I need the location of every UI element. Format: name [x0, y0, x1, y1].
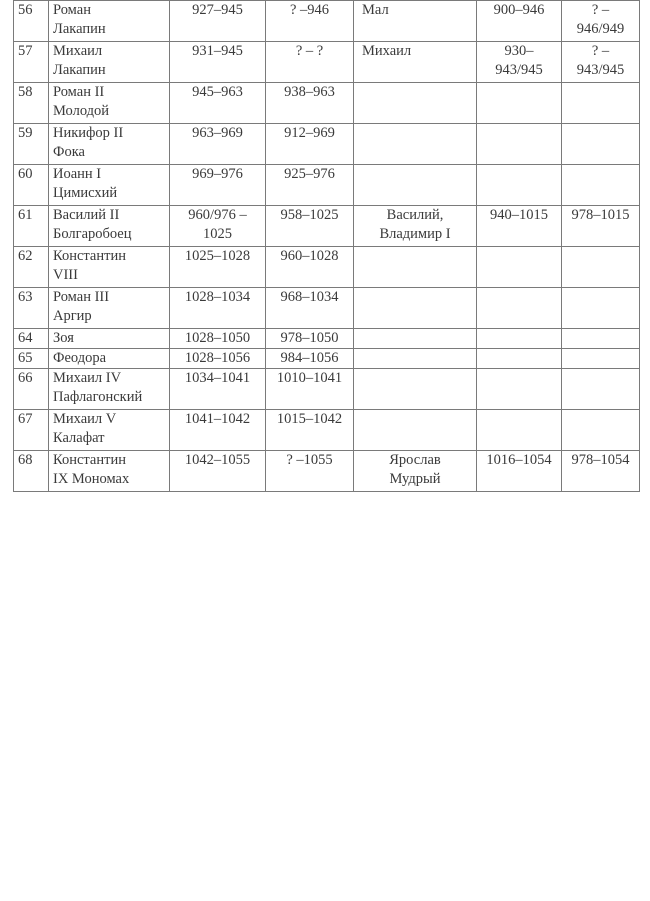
- rus-life-years: [562, 83, 640, 124]
- rus-reign-years: 1016–1054: [477, 451, 562, 492]
- reign-years: 963–969: [170, 124, 266, 165]
- rus-ruler-name: [354, 247, 477, 288]
- life-years: 912–969: [266, 124, 354, 165]
- table-row: [14, 410, 640, 451]
- row-number: 61: [14, 206, 49, 247]
- rus-life-years: [562, 288, 640, 329]
- row-number: 60: [14, 165, 49, 206]
- table-row: [14, 124, 640, 165]
- reign-years: 1042–1055: [170, 451, 266, 492]
- life-years: 1010–1041: [266, 369, 354, 410]
- emperor-name: Михаил Лакапин: [49, 42, 170, 83]
- rus-reign-years: [477, 124, 562, 165]
- life-years: 960–1028: [266, 247, 354, 288]
- table-row: [14, 165, 640, 206]
- rus-ruler-name: [354, 124, 477, 165]
- rus-life-years: [562, 410, 640, 451]
- table-row: [14, 1, 640, 42]
- rus-ruler-name: [354, 410, 477, 451]
- life-years: ? –946: [266, 1, 354, 42]
- rus-reign-years: 930– 943/945: [477, 42, 562, 83]
- life-years: 978–1050: [266, 329, 354, 349]
- reign-years: 1034–1041: [170, 369, 266, 410]
- rus-ruler-name: Мал: [354, 1, 477, 42]
- rus-ruler-name: [354, 349, 477, 369]
- emperor-name: Константин VIII: [49, 247, 170, 288]
- table-row: [14, 349, 640, 369]
- row-number: 58: [14, 83, 49, 124]
- emperor-name: Никифор II Фока: [49, 124, 170, 165]
- reign-years: 1028–1056: [170, 349, 266, 369]
- row-number: 57: [14, 42, 49, 83]
- rus-life-years: [562, 124, 640, 165]
- table-row: [14, 83, 640, 124]
- rus-reign-years: [477, 247, 562, 288]
- life-years: 958–1025: [266, 206, 354, 247]
- life-years: 938–963: [266, 83, 354, 124]
- reign-years: 1028–1034: [170, 288, 266, 329]
- table-row: [14, 247, 640, 288]
- rus-reign-years: [477, 83, 562, 124]
- life-years: 925–976: [266, 165, 354, 206]
- table-row: [14, 329, 640, 349]
- rus-ruler-name: [354, 369, 477, 410]
- rulers-table: [13, 0, 640, 492]
- rus-life-years: [562, 247, 640, 288]
- rus-life-years: 978–1015: [562, 206, 640, 247]
- emperor-name: Роман II Молодой: [49, 83, 170, 124]
- rus-ruler-name: [354, 165, 477, 206]
- table-row: [14, 206, 640, 247]
- reign-years: 969–976: [170, 165, 266, 206]
- rus-life-years: ? – 946/949: [562, 1, 640, 42]
- reign-years: 1041–1042: [170, 410, 266, 451]
- emperor-name: Михаил V Калафат: [49, 410, 170, 451]
- life-years: 984–1056: [266, 349, 354, 369]
- life-years: 968–1034: [266, 288, 354, 329]
- emperor-name: Феодора: [49, 349, 170, 369]
- table-row: [14, 369, 640, 410]
- row-number: 67: [14, 410, 49, 451]
- rus-reign-years: [477, 329, 562, 349]
- row-number: 63: [14, 288, 49, 329]
- row-number: 64: [14, 329, 49, 349]
- table-row: [14, 288, 640, 329]
- emperor-name: Зоя: [49, 329, 170, 349]
- reign-years: 931–945: [170, 42, 266, 83]
- reign-years: 1028–1050: [170, 329, 266, 349]
- table-row: [14, 42, 640, 83]
- rus-ruler-name: [354, 83, 477, 124]
- table-row: [14, 451, 640, 492]
- emperor-name: Иоанн I Цимисхий: [49, 165, 170, 206]
- rus-reign-years: 940–1015: [477, 206, 562, 247]
- emperor-name: Михаил IV Пафлагонский: [49, 369, 170, 410]
- emperor-name: Константин IX Мономах: [49, 451, 170, 492]
- row-number: 62: [14, 247, 49, 288]
- emperor-name: Роман Лакапин: [49, 1, 170, 42]
- rus-ruler-name: Ярослав Мудрый: [354, 451, 477, 492]
- rus-life-years: ? – 943/945: [562, 42, 640, 83]
- reign-years: 960/976 – 1025: [170, 206, 266, 247]
- reign-years: 945–963: [170, 83, 266, 124]
- emperor-name: Роман III Аргир: [49, 288, 170, 329]
- rus-life-years: [562, 165, 640, 206]
- reign-years: 927–945: [170, 1, 266, 42]
- rus-ruler-name: Михаил: [354, 42, 477, 83]
- rus-life-years: [562, 349, 640, 369]
- rus-reign-years: [477, 288, 562, 329]
- life-years: ? – ?: [266, 42, 354, 83]
- rus-reign-years: [477, 410, 562, 451]
- rus-ruler-name: [354, 329, 477, 349]
- rus-life-years: [562, 329, 640, 349]
- rus-life-years: 978–1054: [562, 451, 640, 492]
- rus-reign-years: 900–946: [477, 1, 562, 42]
- reign-years: 1025–1028: [170, 247, 266, 288]
- row-number: 56: [14, 1, 49, 42]
- rus-ruler-name: [354, 288, 477, 329]
- rus-reign-years: [477, 369, 562, 410]
- rus-reign-years: [477, 349, 562, 369]
- life-years: ? –1055: [266, 451, 354, 492]
- row-number: 59: [14, 124, 49, 165]
- row-number: 68: [14, 451, 49, 492]
- life-years: 1015–1042: [266, 410, 354, 451]
- emperor-name: Василий II Болгаробоец: [49, 206, 170, 247]
- row-number: 65: [14, 349, 49, 369]
- rus-ruler-name: Василий, Владимир I: [354, 206, 477, 247]
- row-number: 66: [14, 369, 49, 410]
- rus-reign-years: [477, 165, 562, 206]
- rus-life-years: [562, 369, 640, 410]
